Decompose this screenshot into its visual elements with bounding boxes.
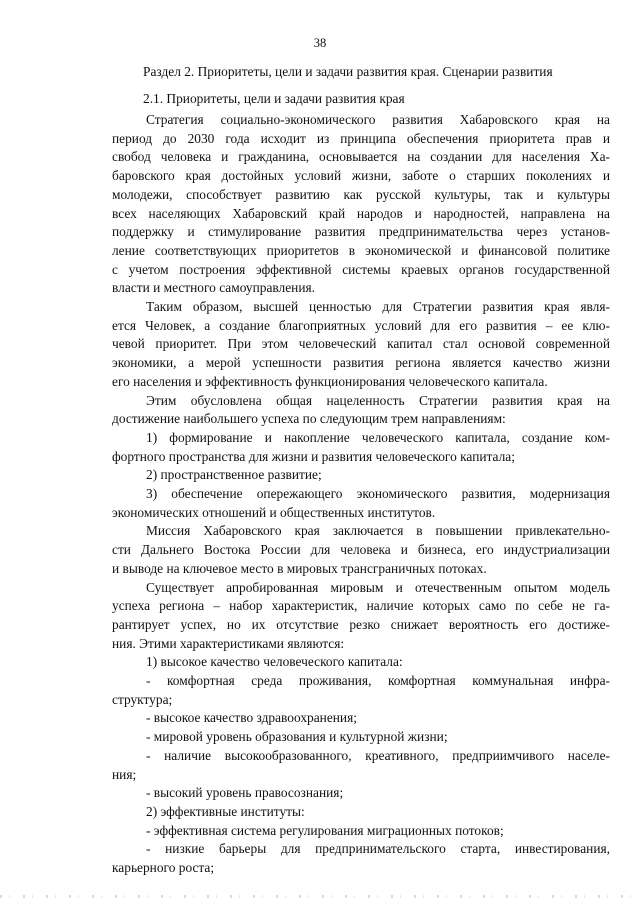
text-line: Стратегия социально-экономического развития Хабаровского края на bbox=[146, 112, 610, 127]
text-line: всех населяющих Хабаровский край народов и народностей, направлена на bbox=[112, 205, 610, 221]
text-line: - наличие высокообразованного, креативного, предприимчивого населе- bbox=[146, 747, 610, 763]
text-line: сти Дальнего Востока России для человека и бизнеса, его индустриализации bbox=[112, 542, 610, 558]
text-line: структура; bbox=[112, 691, 173, 707]
text-line: ление соответствующих приоритетов в экономической и финансовой политике bbox=[112, 242, 610, 258]
text-line: Таким образом, высшей ценностью для Стратегии развития края явля- bbox=[146, 299, 610, 314]
text-line: экономических отношений и общественных институтов. bbox=[112, 504, 436, 520]
text-line: период до 2030 года исходит из принципа обеспечения приоритета прав и bbox=[112, 130, 610, 146]
text-line: и выводе на ключевое место в мировых трансграничных потоках. bbox=[112, 560, 487, 576]
text-line: поддержку и стимулирование развития предпринимательства через установ- bbox=[112, 224, 610, 240]
text-line: 1) высокое качество человеческого капитала: bbox=[146, 654, 403, 670]
text-line: власти и местного самоуправления. bbox=[112, 280, 316, 296]
text-line: 1) формирование и накопление человеческого капитала, создание ком- bbox=[146, 429, 610, 445]
text-line: 2) пространственное развитие; bbox=[146, 467, 322, 483]
page-number: 38 bbox=[313, 36, 327, 50]
text-line: - комфортная среда проживания, комфортная коммунальная инфра- bbox=[146, 673, 610, 688]
text-line: 2) эффективные институты: bbox=[146, 803, 305, 819]
text-line: карьерного роста; bbox=[112, 860, 215, 875]
text-line: экономики, а мерой успешности развития региона является качество жизни bbox=[112, 355, 610, 371]
text-line: баровского края достойных условий жизни, заботе о старших поколениях и bbox=[112, 168, 610, 184]
text-line: - высокое качество здравоохранения; bbox=[146, 710, 357, 726]
scan-artifact bbox=[0, 895, 640, 898]
text-line: рантирует успех, но их отсутствие резко снижает вероятность его достиже- bbox=[112, 616, 610, 632]
text-line: ется Человек, а создание благоприятных условий для его развития – ее клю- bbox=[112, 317, 610, 333]
text-line: - низкие барьеры для предпринимательского старта, инвестирования, bbox=[146, 841, 610, 857]
text-line: свобод человека и гражданина, основывается на создании для населения Ха- bbox=[112, 149, 610, 165]
text-line: фортного пространства для жизни и развития человеческого капитала; bbox=[112, 448, 515, 464]
text-line: достижение наибольшего успеха по следующим трем направлениям: bbox=[112, 411, 506, 427]
text-line: - мировой уровень образования и культурной жизни; bbox=[146, 729, 448, 745]
text-line: - эффективная система регулирования миграционных потоков; bbox=[146, 822, 504, 838]
text-line: молодежи, способствует развитию как русской культуры, так и культуры bbox=[112, 186, 610, 202]
text-line: Этим обусловлена общая нацеленность Стратегии развития края на bbox=[146, 392, 610, 408]
text-line: Миссия Хабаровского края заключается в повышении привлекательно- bbox=[146, 523, 610, 539]
text-line: - высокий уровень правосознания; bbox=[146, 785, 344, 801]
text-line: с учетом построения эффективной системы краевых органов государственной bbox=[112, 261, 610, 277]
text-line: успеха региона – набор характеристик, наличие которых само по себе не га- bbox=[112, 598, 610, 614]
text-line: чевой приоритет. При этом человеческий капитал стал основой современной bbox=[112, 336, 610, 352]
text-line: Существует апробированная мировым и отечественным опытом модель bbox=[146, 579, 610, 595]
text-line: ния; bbox=[112, 766, 137, 782]
section-heading: Раздел 2. Приоритеты, цели и задачи развития края. Сценарии развития bbox=[143, 64, 553, 79]
text-line: ния. Этими характеристиками являются: bbox=[112, 635, 345, 651]
text-line: 3) обеспечение опережающего экономического развития, модернизация bbox=[146, 486, 610, 501]
text-line: его населения и эффективность функционирования человеческого капитала. bbox=[112, 373, 548, 389]
subsection-heading: 2.1. Приоритеты, цели и задачи развития края bbox=[143, 91, 405, 106]
